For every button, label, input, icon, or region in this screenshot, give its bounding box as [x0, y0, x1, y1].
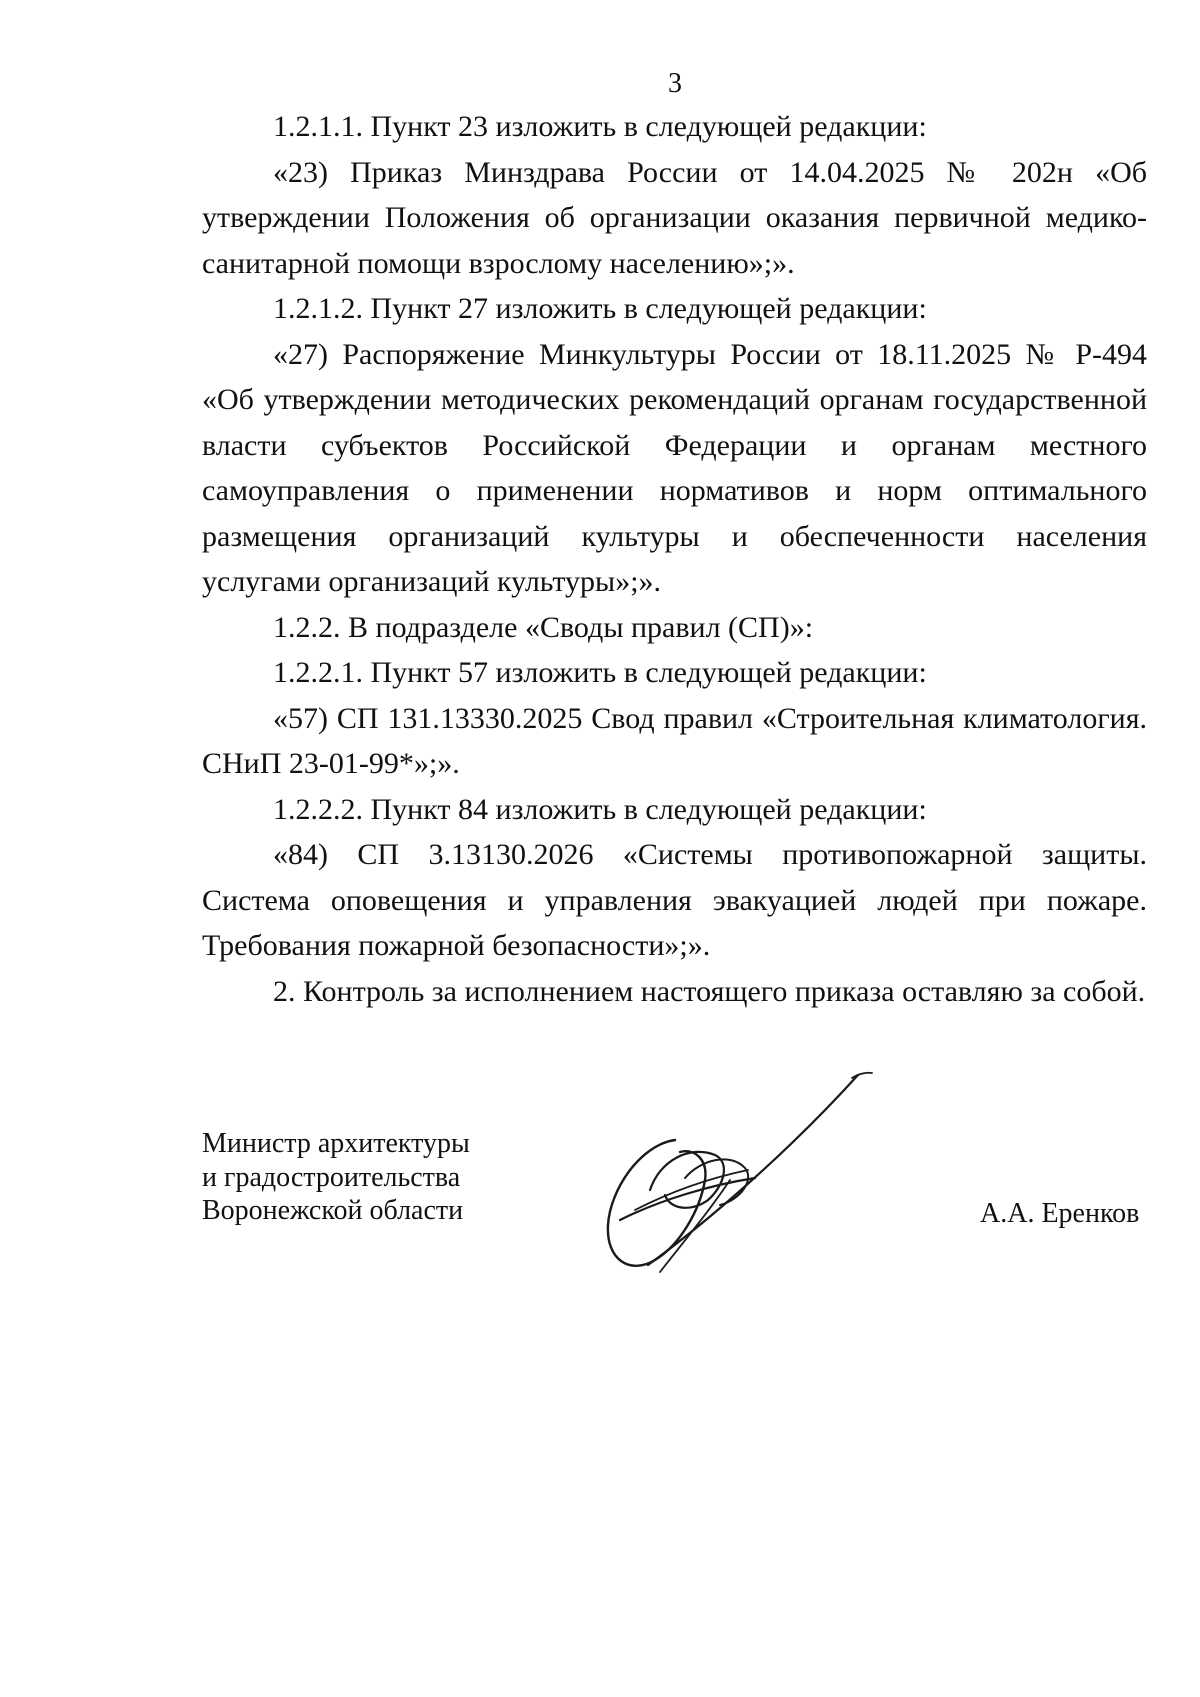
paragraph-1-2-2-1: 1.2.2.1. Пункт 57 изложить в следующей редакции: [273, 656, 927, 689]
paragraph-1-2-2-2: 1.2.2.2. Пункт 84 изложить в следующей редакции: [273, 792, 927, 826]
handwritten-signature [590, 1060, 950, 1300]
paragraph-1-2-1-1: 1.2.1.1. Пункт 23 изложить в следующей редакции: [273, 110, 927, 143]
signer-name: А.А. Еренков [980, 1198, 1140, 1229]
paragraph-item-84: «84) СП 3.13130.2026 «Системы противопожарной защиты. Система оповещения и управления эвакуацией людей при пожаре. Требования пожарной безопасности»;». [202, 838, 1147, 962]
signer-position-line: Воронежской области [202, 1195, 464, 1226]
paragraph-1-2-2: 1.2.2. В подразделе «Своды правил (СП)»: [273, 610, 814, 644]
signature-stroke [635, 1170, 748, 1210]
signer-position [202, 1127, 470, 1228]
paragraph-item-27: «27) Распоряжение Минкультуры России от 18.11.2025 № Р-494 «Об утверждении методических рекомендаций органам государственной власти субъектов Российской Федерации и органам местного самоуправления о применении нормативов и норм оптимального размещения организаций культуры и обеспеченности населения услугами организаций культуры»;». [202, 337, 1147, 598]
signer-position-line: Министр архитектуры [202, 1128, 470, 1159]
paragraph-1-2-1-2: 1.2.1.2. Пункт 27 изложить в следующей редакции: [273, 292, 927, 325]
paragraph-2-control: 2. Контроль за исполнением настоящего приказа оставляю за собой. [273, 974, 1146, 1008]
page-number: 3 [668, 68, 682, 99]
document-body [202, 104, 1147, 1014]
signer-position-line: и градостроительства [202, 1161, 461, 1193]
paragraph-item-57: «57) СП 131.13330.2025 Свод правил «Строительная климатология. СНиП 23-01-99*»;». [202, 701, 1147, 780]
signature-stroke [852, 1073, 872, 1078]
paragraph-item-23: «23) Приказ Минздрава России от 14.04.2025 № 202н «Об утверждении Положения об организации оказания первичной медико-санитарной помощи взрослому населению»;». [202, 155, 1147, 280]
